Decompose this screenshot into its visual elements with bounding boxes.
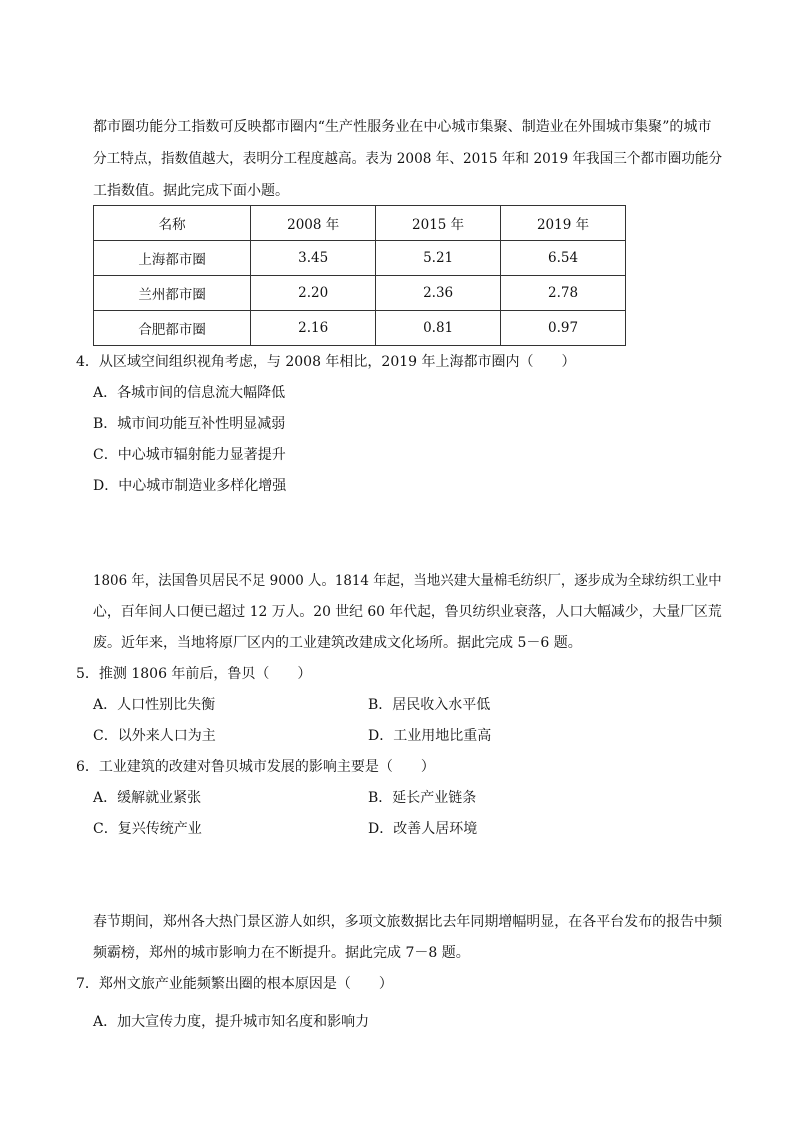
question-5-option-b: B．居民收入水平低	[368, 697, 491, 713]
passage2-line-3: 废。近年来，当地将原厂区内的工业建筑改建成文化场所。据此完成 5－6 题。	[93, 635, 582, 651]
question-4-stem: 4．从区域空间组织视角考虑，与 2008 年相比，2019 年上海都市圈内（ ）	[76, 354, 576, 370]
passage1-line-2: 分工特点，指数值越大，表明分工程度越高。表为 2008 年、2015 年和 2019 年我国三个都市圈功能分	[93, 151, 723, 167]
question-5-option-a: A．人口性别比失衡	[93, 697, 216, 713]
table-row	[94, 241, 626, 276]
table-header-row	[94, 206, 626, 241]
question-6-option-c: C．复兴传统产业	[93, 821, 202, 837]
question-5-option-c: C．以外来人口为主	[93, 728, 216, 744]
table-row	[94, 311, 626, 346]
question-6-option-a: A．缓解就业紧张	[93, 790, 202, 806]
question-4-option-d: D．中心城市制造业多样化增强	[93, 478, 287, 494]
question-4-option-b: B．城市间功能互补性明显减弱	[93, 416, 286, 432]
question-4-option-c: C．中心城市辐射能力显著提升	[93, 447, 286, 463]
table-cell: 兰州都市圈	[94, 276, 251, 311]
table-header-cell: 2019 年	[501, 206, 626, 241]
question-5-stem: 5．推测 1806 年前后，鲁贝（ ）	[76, 666, 312, 682]
table-cell: 0.97	[501, 311, 626, 346]
table-cell: 5.21	[376, 241, 501, 276]
table-cell: 2.78	[501, 276, 626, 311]
table-cell: 2.16	[251, 311, 376, 346]
table-header-cell: 名称	[94, 206, 251, 241]
question-6-stem: 6．工业建筑的改建对鲁贝城市发展的影响主要是（ ）	[76, 759, 435, 775]
passage2-line-1: 1806 年，法国鲁贝居民不足 9000 人。1814 年起，当地兴建大量棉毛纺织厂，逐步成为全球纺织工业中	[93, 573, 722, 589]
passage1-line-3: 工指数值。据此完成下面小题。	[93, 183, 289, 199]
table-cell: 合肥都市圈	[94, 311, 251, 346]
passage3-line-1: 春节期间，郑州各大热门景区游人如织，多项文旅数据比去年同期增幅明显，在各平台发布的报告中频	[93, 914, 722, 930]
table-header-cell: 2008 年	[251, 206, 376, 241]
question-7-option-a: A．加大宣传力度，提升城市知名度和影响力	[93, 1014, 370, 1030]
table-row	[94, 276, 626, 311]
passage3-line-2: 频霸榜，郑州的城市影响力在不断提升。据此完成 7－8 题。	[93, 945, 470, 961]
table-header-cell: 2015 年	[376, 206, 501, 241]
question-7-stem: 7．郑州文旅产业能频繁出圈的根本原因是（ ）	[76, 976, 393, 992]
passage1-line-1: 都市圈功能分工指数可反映都市圈内“生产性服务业在中心城市集聚、制造业在外围城市集聚”的城市	[93, 119, 712, 135]
question-6-option-d: D．改善人居环境	[368, 821, 478, 837]
question-4-option-a: A．各城市间的信息流大幅降低	[93, 385, 286, 401]
table-cell: 0.81	[376, 311, 501, 346]
table-cell: 3.45	[251, 241, 376, 276]
data-table	[93, 205, 626, 346]
table-cell: 2.20	[251, 276, 376, 311]
table-cell: 6.54	[501, 241, 626, 276]
passage2-line-2: 心，百年间人口便已超过 12 万人。20 世纪 60 年代起，鲁贝纺织业衰落，人口大幅减少，大量厂区荒	[93, 604, 722, 620]
question-6-option-b: B．延长产业链条	[368, 790, 477, 806]
question-5-option-d: D．工业用地比重高	[368, 728, 492, 744]
table-cell: 2.36	[376, 276, 501, 311]
table-cell: 上海都市圈	[94, 241, 251, 276]
